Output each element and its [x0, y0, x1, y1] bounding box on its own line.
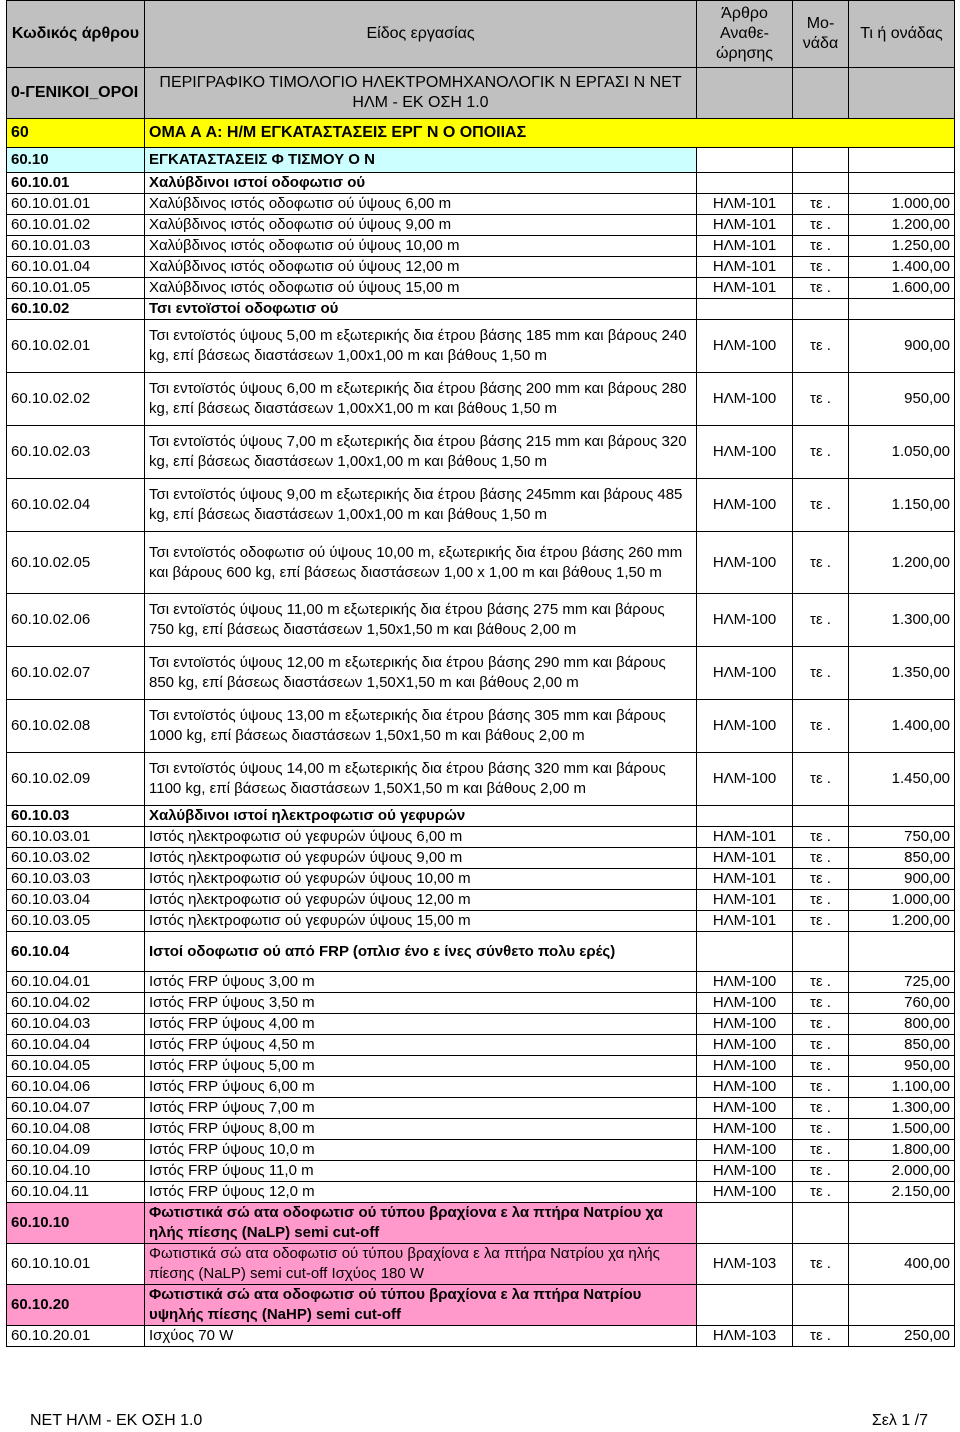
row-unit: τε .	[793, 373, 849, 426]
row-description: Φωτιστικά σώ ατα οδοφωτισ ού τύπου βραχίονα ε λα πτήρα Νατρίου υψηλής πίεσης (NaHP) semi cut-off	[145, 1285, 697, 1326]
price-list-page	[6, 0, 954, 1347]
row-code: 60.10.02	[7, 299, 145, 320]
row-unit: τε .	[793, 215, 849, 236]
row-price: 850,00	[849, 848, 955, 869]
row-reference: ΗΛΜ-103	[697, 1244, 793, 1285]
row-unit: τε .	[793, 1244, 849, 1285]
table-row	[7, 1182, 955, 1203]
footer-document-name: ΝΕΤ ΗΛΜ - ΕΚ ΟΣΗ 1.0	[30, 1412, 203, 1429]
row-description: Χαλύβδινος ιστός οδοφωτισ ού ύψους 6,00 m	[145, 194, 697, 215]
row-unit: τε .	[793, 848, 849, 869]
row-reference: ΗΛΜ-100	[697, 1077, 793, 1098]
subsection-row	[7, 299, 955, 320]
row-unit: τε .	[793, 194, 849, 215]
section-empty	[849, 148, 955, 173]
row-price: 900,00	[849, 320, 955, 373]
row-code: 60.10.02.01	[7, 320, 145, 373]
row-unit: τε .	[793, 827, 849, 848]
row-code: 60.10.01.02	[7, 215, 145, 236]
table-row	[7, 700, 955, 753]
header-price: Τι ή ονάδας	[849, 1, 955, 68]
row-code: 60.10.02.02	[7, 373, 145, 426]
table-row	[7, 1077, 955, 1098]
row-price: 400,00	[849, 1244, 955, 1285]
row-description: Ιστοί οδοφωτισ ού από FRP (οπλισ ένο ε ίνες σύνθετο πολυ ερές)	[145, 932, 697, 972]
row-price: 1.350,00	[849, 647, 955, 700]
row-price: 1.300,00	[849, 1098, 955, 1119]
row-unit: τε .	[793, 890, 849, 911]
row-unit	[793, 173, 849, 194]
row-price: 900,00	[849, 869, 955, 890]
row-unit: τε .	[793, 320, 849, 373]
row-price: 760,00	[849, 993, 955, 1014]
row-reference: ΗΛΜ-100	[697, 532, 793, 594]
row-description: Χαλύβδινοι ιστοί ηλεκτροφωτισ ού γεφυρών	[145, 806, 697, 827]
row-unit: τε .	[793, 753, 849, 806]
row-unit: τε .	[793, 993, 849, 1014]
table-row	[7, 1140, 955, 1161]
row-code: 60.10.04.06	[7, 1077, 145, 1098]
row-code: 60.10.04.01	[7, 972, 145, 993]
row-price: 1.300,00	[849, 594, 955, 647]
header-reference: Άρθρο Αναθε- ώρησης	[697, 1, 793, 68]
row-unit	[793, 806, 849, 827]
intro-empty	[697, 68, 793, 119]
row-description: Ιστός ηλεκτροφωτισ ού γεφυρών ύψους 10,00 m	[145, 869, 697, 890]
row-reference: ΗΛΜ-100	[697, 320, 793, 373]
row-code: 60.10.01.04	[7, 257, 145, 278]
row-reference: ΗΛΜ-101	[697, 911, 793, 932]
table-row	[7, 869, 955, 890]
price-table	[6, 0, 955, 1347]
table-row	[7, 647, 955, 700]
row-code: 60.10.20.01	[7, 1326, 145, 1347]
row-unit: τε .	[793, 594, 849, 647]
row-unit: τε .	[793, 1182, 849, 1203]
row-unit: τε .	[793, 700, 849, 753]
row-description: Τσι εντοϊστός ύψους 12,00 m εξωτερικής δια έτρου βάσης 290 mm και βάρους 850 kg, επί βάσεως διαστάσεων 1,50Χ1,50 m και βάθους 2,00 m	[145, 647, 697, 700]
row-code: 60.10.20	[7, 1285, 145, 1326]
row-price	[849, 173, 955, 194]
row-price: 1.600,00	[849, 278, 955, 299]
row-code: 60.10.10.01	[7, 1244, 145, 1285]
row-code: 60.10.03	[7, 806, 145, 827]
row-code: 60.10.02.09	[7, 753, 145, 806]
row-description: Τσι εντοϊστός ύψους 6,00 m εξωτερικής δια έτρου βάσης 200 mm και βάρους 280 kg, επί βάσεως διαστάσεων 1,00xX1,00 m και βάθους 1,50 m	[145, 373, 697, 426]
header-code: Κωδικός άρθρου	[7, 1, 145, 68]
table-row	[7, 848, 955, 869]
row-code: 60.10.04.07	[7, 1098, 145, 1119]
table-row	[7, 426, 955, 479]
row-description: Χαλύβδινος ιστός οδοφωτισ ού ύψους 10,00 m	[145, 236, 697, 257]
row-description: Φωτιστικά σώ ατα οδοφωτισ ού τύπου βραχίονα ε λα πτήρα Νατρίου χα ηλής πίεσης (NaLP) semi cut-off	[145, 1203, 697, 1244]
row-price: 950,00	[849, 1056, 955, 1077]
table-row	[7, 993, 955, 1014]
row-code: 60.10.02.08	[7, 700, 145, 753]
row-reference	[697, 932, 793, 972]
row-price: 1.800,00	[849, 1140, 955, 1161]
row-reference	[697, 173, 793, 194]
subsection-row	[7, 932, 955, 972]
row-description: Ιστός ηλεκτροφωτισ ού γεφυρών ύψους 6,00 m	[145, 827, 697, 848]
row-code: 60.10.02.06	[7, 594, 145, 647]
row-reference: ΗΛΜ-100	[697, 1161, 793, 1182]
row-price: 1.400,00	[849, 257, 955, 278]
table-row	[7, 1056, 955, 1077]
footer-page-number: Σελ 1 /7	[871, 1412, 928, 1429]
row-code: 60.10.03.05	[7, 911, 145, 932]
row-reference	[697, 1203, 793, 1244]
table-row	[7, 1035, 955, 1056]
header-description: Είδος εργασίας	[145, 1, 697, 68]
row-price: 1.200,00	[849, 532, 955, 594]
row-unit: τε .	[793, 479, 849, 532]
row-code: 60.10.04.05	[7, 1056, 145, 1077]
row-description: Ιστός FRP ύψους 11,0 m	[145, 1161, 697, 1182]
row-reference: ΗΛΜ-101	[697, 869, 793, 890]
row-code: 60.10.04.03	[7, 1014, 145, 1035]
row-unit: τε .	[793, 257, 849, 278]
row-reference: ΗΛΜ-100	[697, 1098, 793, 1119]
table-row	[7, 320, 955, 373]
table-row	[7, 236, 955, 257]
row-price: 1.250,00	[849, 236, 955, 257]
row-unit	[793, 1285, 849, 1326]
row-price: 800,00	[849, 1014, 955, 1035]
row-reference: ΗΛΜ-101	[697, 257, 793, 278]
row-description: Ιστός ηλεκτροφωτισ ού γεφυρών ύψους 9,00 m	[145, 848, 697, 869]
row-reference	[697, 299, 793, 320]
row-unit: τε .	[793, 532, 849, 594]
row-description: Ιστός FRP ύψους 3,00 m	[145, 972, 697, 993]
section-empty	[697, 148, 793, 173]
row-reference: ΗΛΜ-100	[697, 373, 793, 426]
row-code: 60.10.02.07	[7, 647, 145, 700]
subsection-row	[7, 173, 955, 194]
intro-empty	[793, 68, 849, 119]
row-price: 2.150,00	[849, 1182, 955, 1203]
row-reference: ΗΛΜ-100	[697, 647, 793, 700]
header-row	[7, 1, 955, 68]
row-code: 60.10.04.10	[7, 1161, 145, 1182]
row-description: Ισχύος 70 W	[145, 1326, 697, 1347]
row-description: Χαλύβδινος ιστός οδοφωτισ ού ύψους 12,00 m	[145, 257, 697, 278]
row-reference: ΗΛΜ-100	[697, 972, 793, 993]
row-unit: τε .	[793, 1161, 849, 1182]
section-title: ΕΓΚΑΤΑΣΤΑΣΕΙΣ Φ ΤΙΣΜΟΥ Ο Ν	[145, 148, 697, 173]
row-price: 1.150,00	[849, 479, 955, 532]
row-unit: τε .	[793, 1014, 849, 1035]
row-reference: ΗΛΜ-101	[697, 194, 793, 215]
row-reference: ΗΛΜ-101	[697, 236, 793, 257]
row-reference: ΗΛΜ-101	[697, 215, 793, 236]
table-row	[7, 373, 955, 426]
row-code: 60.10.03.02	[7, 848, 145, 869]
row-reference: ΗΛΜ-100	[697, 1119, 793, 1140]
row-description: Τσι εντοϊστός ύψους 9,00 m εξωτερικής δια έτρου βάσης 245mm και βάρους 485 kg, επί βάσεως διαστάσεων 1,00x1,00 m και βάθους 1,50 m	[145, 479, 697, 532]
row-reference: ΗΛΜ-101	[697, 827, 793, 848]
row-code: 60.10.03.03	[7, 869, 145, 890]
row-price: 1.400,00	[849, 700, 955, 753]
row-price: 850,00	[849, 1035, 955, 1056]
row-code: 60.10.01.05	[7, 278, 145, 299]
row-price	[849, 299, 955, 320]
row-description: Τσι εντοϊστός ύψους 5,00 m εξωτερικής δια έτρου βάσης 185 mm και βάρους 240 kg, επί βάσεως διαστάσεων 1,00x1,00 m και βάθους 1,50 m	[145, 320, 697, 373]
row-unit: τε .	[793, 278, 849, 299]
table-row	[7, 890, 955, 911]
header-unit: Mo- νάδα	[793, 1, 849, 68]
row-unit: τε .	[793, 1035, 849, 1056]
row-price: 1.000,00	[849, 890, 955, 911]
row-price: 750,00	[849, 827, 955, 848]
table-row	[7, 1098, 955, 1119]
row-code: 60.10.01.03	[7, 236, 145, 257]
row-code: 60.10.02.05	[7, 532, 145, 594]
row-price: 1.000,00	[849, 194, 955, 215]
row-unit	[793, 1203, 849, 1244]
row-code: 60.10.02.04	[7, 479, 145, 532]
row-price: 1.500,00	[849, 1119, 955, 1140]
table-row	[7, 257, 955, 278]
row-price: 1.450,00	[849, 753, 955, 806]
row-reference: ΗΛΜ-100	[697, 1056, 793, 1077]
row-description: Ιστός FRP ύψους 7,00 m	[145, 1098, 697, 1119]
row-unit	[793, 932, 849, 972]
table-row	[7, 1244, 955, 1285]
row-price	[849, 1285, 955, 1326]
row-code: 60.10.04.08	[7, 1119, 145, 1140]
row-reference: ΗΛΜ-103	[697, 1326, 793, 1347]
row-description: Ιστός FRP ύψους 8,00 m	[145, 1119, 697, 1140]
row-code: 60.10.04.04	[7, 1035, 145, 1056]
row-reference: ΗΛΜ-101	[697, 890, 793, 911]
row-unit: τε .	[793, 972, 849, 993]
subsection-row	[7, 1203, 955, 1244]
row-unit: τε .	[793, 236, 849, 257]
row-code: 60.10.04.02	[7, 993, 145, 1014]
intro-title: ΠΕΡΙΓΡΑΦΙΚΟ ΤΙΜΟΛΟΓΙΟ ΗΛΕΚΤΡΟΜΗΧΑΝΟΛΟΓΙΚ Ν ΕΡΓΑΣΙ Ν ΝΕΤ ΗΛΜ - ΕΚ ΟΣΗ 1.0	[145, 68, 697, 119]
table-row	[7, 753, 955, 806]
row-description: Τσι εντοϊστός ύψους 7,00 m εξωτερικής δια έτρου βάσης 215 mm και βάρους 320 kg, επί βάσεως διαστάσεων 1,00x1,00 m και βάθους 1,50 m	[145, 426, 697, 479]
row-reference: ΗΛΜ-100	[697, 1140, 793, 1161]
subsection-row	[7, 806, 955, 827]
row-code: 60.10.03.01	[7, 827, 145, 848]
table-row	[7, 215, 955, 236]
row-description: Χαλύβδινος ιστός οδοφωτισ ού ύψους 15,00 m	[145, 278, 697, 299]
row-price	[849, 1203, 955, 1244]
row-price: 1.200,00	[849, 215, 955, 236]
row-description: Ιστός ηλεκτροφωτισ ού γεφυρών ύψους 15,00 m	[145, 911, 697, 932]
row-reference: ΗΛΜ-100	[697, 1035, 793, 1056]
row-unit: τε .	[793, 869, 849, 890]
row-unit: τε .	[793, 911, 849, 932]
row-description: Χαλύβδινος ιστός οδοφωτισ ού ύψους 9,00 m	[145, 215, 697, 236]
row-description: Ιστός FRP ύψους 4,00 m	[145, 1014, 697, 1035]
row-reference: ΗΛΜ-100	[697, 479, 793, 532]
row-unit: τε .	[793, 1056, 849, 1077]
row-description: Ιστός FRP ύψους 3,50 m	[145, 993, 697, 1014]
row-description: Ιστός ηλεκτροφωτισ ού γεφυρών ύψους 12,00 m	[145, 890, 697, 911]
row-reference: ΗΛΜ-101	[697, 848, 793, 869]
table-row	[7, 594, 955, 647]
row-price: 1.200,00	[849, 911, 955, 932]
table-row	[7, 911, 955, 932]
row-reference: ΗΛΜ-100	[697, 1182, 793, 1203]
intro-empty	[849, 68, 955, 119]
table-row	[7, 1119, 955, 1140]
row-code: 60.10.02.03	[7, 426, 145, 479]
row-code: 60.10.03.04	[7, 890, 145, 911]
row-unit: τε .	[793, 1140, 849, 1161]
row-unit: τε .	[793, 1098, 849, 1119]
row-description: Ιστός FRP ύψους 5,00 m	[145, 1056, 697, 1077]
row-price: 250,00	[849, 1326, 955, 1347]
row-price	[849, 806, 955, 827]
row-reference: ΗΛΜ-100	[697, 700, 793, 753]
page-footer	[0, 1408, 960, 1432]
table-row	[7, 1161, 955, 1182]
group-row	[7, 119, 955, 148]
row-reference: ΗΛΜ-100	[697, 753, 793, 806]
table-row	[7, 827, 955, 848]
intro-row	[7, 68, 955, 119]
table-row	[7, 532, 955, 594]
table-row	[7, 278, 955, 299]
row-description: Ιστός FRP ύψους 6,00 m	[145, 1077, 697, 1098]
row-price: 1.100,00	[849, 1077, 955, 1098]
row-description: Τσι εντοϊστός ύψους 14,00 m εξωτερικής δια έτρου βάσης 320 mm και βάρους 1100 kg, επί βάσεως διαστάσεων 1,50Χ1,50 m και βάθους 2,00 m	[145, 753, 697, 806]
row-price: 2.000,00	[849, 1161, 955, 1182]
row-price	[849, 932, 955, 972]
row-price: 950,00	[849, 373, 955, 426]
row-description: Τσι εντοϊστός ύψους 13,00 m εξωτερικής δια έτρου βάσης 305 mm και βάρους 1000 kg, επί βάσεως διαστάσεων 1,50x1,50 m και βάθους 2,00 m	[145, 700, 697, 753]
row-description: Τσι εντοϊστός οδοφωτισ ού ύψους 10,00 m, εξωτερικής δια έτρου βάσης 260 mm και βάρους 600 kg, επί βάσεως διαστάσεων 1,00 x 1,00 m και βάθους 1,50 m	[145, 532, 697, 594]
table-row	[7, 1326, 955, 1347]
section-empty	[793, 148, 849, 173]
row-reference	[697, 806, 793, 827]
group-code: 60	[7, 119, 145, 148]
row-unit: τε .	[793, 647, 849, 700]
row-code: 60.10.01.01	[7, 194, 145, 215]
row-reference: ΗΛΜ-100	[697, 426, 793, 479]
row-code: 60.10.10	[7, 1203, 145, 1244]
row-description: Χαλύβδινοι ιστοί οδοφωτισ ού	[145, 173, 697, 194]
table-row	[7, 972, 955, 993]
row-unit: τε .	[793, 1119, 849, 1140]
row-reference: ΗΛΜ-100	[697, 1014, 793, 1035]
table-row	[7, 1014, 955, 1035]
row-reference: ΗΛΜ-101	[697, 278, 793, 299]
section-row	[7, 148, 955, 173]
row-reference	[697, 1285, 793, 1326]
row-reference: ΗΛΜ-100	[697, 993, 793, 1014]
row-code: 60.10.04	[7, 932, 145, 972]
row-description: Ιστός FRP ύψους 12,0 m	[145, 1182, 697, 1203]
row-unit: τε .	[793, 426, 849, 479]
section-code: 60.10	[7, 148, 145, 173]
group-title: ΟΜΑ Α Α: Η/Μ ΕΓΚΑΤΑΣΤΑΣΕΙΣ ΕΡΓ Ν Ο ΟΠΟΙΙΑΣ	[145, 119, 955, 148]
table-row	[7, 194, 955, 215]
table-row	[7, 479, 955, 532]
row-description: Ιστός FRP ύψους 4,50 m	[145, 1035, 697, 1056]
row-unit: τε .	[793, 1077, 849, 1098]
intro-code: 0-ΓΕΝΙΚΟΙ_ΟΡΟΙ	[7, 68, 145, 119]
row-unit: τε .	[793, 1326, 849, 1347]
row-description: Τσι εντοϊστοί οδοφωτισ ού	[145, 299, 697, 320]
row-unit	[793, 299, 849, 320]
row-code: 60.10.04.09	[7, 1140, 145, 1161]
row-price: 725,00	[849, 972, 955, 993]
row-price: 1.050,00	[849, 426, 955, 479]
row-code: 60.10.01	[7, 173, 145, 194]
subsection-row	[7, 1285, 955, 1326]
row-reference: ΗΛΜ-100	[697, 594, 793, 647]
row-description: Ιστός FRP ύψους 10,0 m	[145, 1140, 697, 1161]
row-code: 60.10.04.11	[7, 1182, 145, 1203]
row-description: Φωτιστικά σώ ατα οδοφωτισ ού τύπου βραχίονα ε λα πτήρα Νατρίου χα ηλής πίεσης (NaLP) semi cut-off Ισχύος 180 W	[145, 1244, 697, 1285]
row-description: Τσι εντοϊστός ύψους 11,00 m εξωτερικής δια έτρου βάσης 275 mm και βάρους 750 kg, επί βάσεως διαστάσεων 1,50x1,50 m και βάθους 2,00 m	[145, 594, 697, 647]
